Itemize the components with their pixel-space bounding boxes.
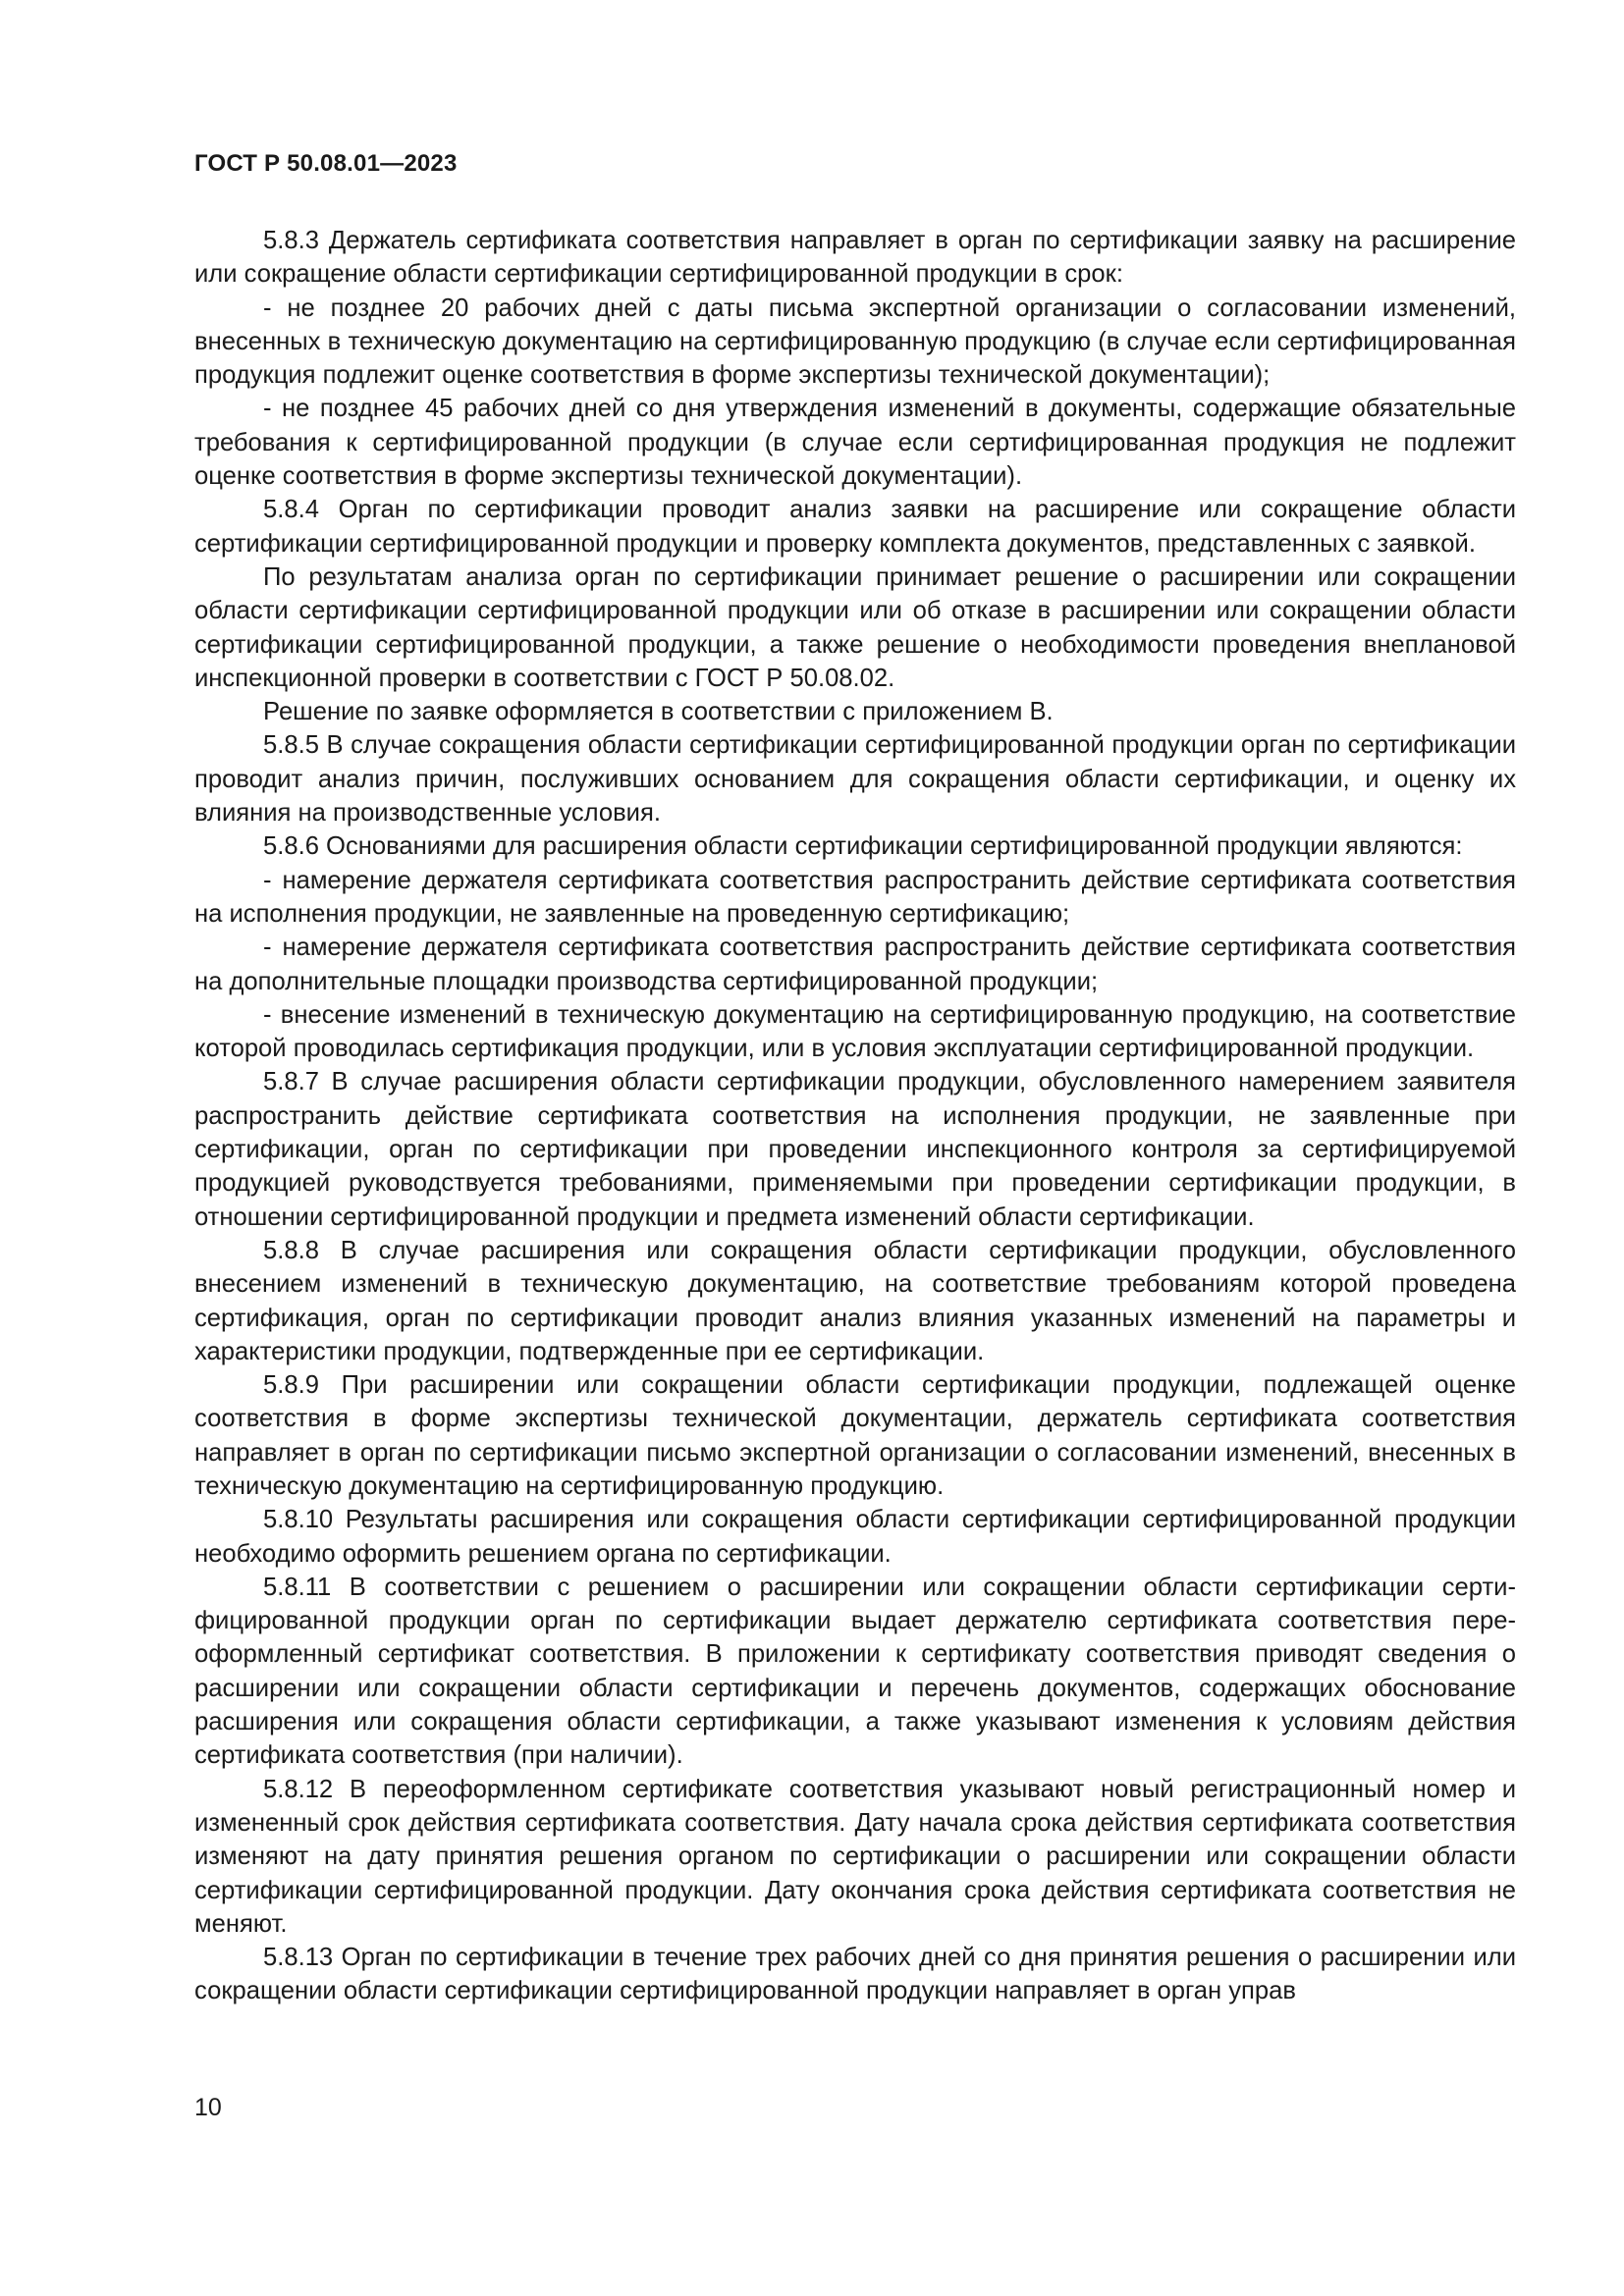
paragraph-5-8-5: 5.8.5 В случае сокращения области сертификации сертифицированной продукции орган по сертификации проводит анализ причин, послуживших основанием для сокращения области сертификации, и оценку их влияния на производственные условия. xyxy=(194,731,1516,828)
list-item-deadline-20-days: - не позднее 20 рабочих дней с даты письма экспертной организации о согласовании изменений, внесенных в техническую документацию на сертифицированную продукцию (в случае если сертифицированная продукция подлежит оценке соответствия в форме экспертизы технической документации); xyxy=(194,294,1516,390)
list-item-doc-changes: - внесение изменений в техническую документацию на сертифицированную продукцию, на соответствие которой проводилась сертификация продукции, или в условия эксплуатации сертифицированной продукции. xyxy=(194,1000,1516,1063)
document-body xyxy=(194,224,1516,2008)
paragraph-5-8-12: 5.8.12 В переоформленном сертификате соответствия указывают новый регистрационный номер и измененный срок действия сертификата соответствия. Дату начала срока действия сертификата соответствия изменяют на дату принятия решения органом по сертификации о расширении или сокращении области сертификации сертифицированной продукции. Дату окончания срока действия сертификата соответствия не меняют. xyxy=(194,1775,1516,1938)
paragraph-5-8-10: 5.8.10 Результаты расширения или сокращения области сертификации сертифицированной продукции необходимо оформить решением органа по сертификации. xyxy=(194,1506,1516,1568)
paragraph-decision-form: Решение по заявке оформляется в соответствии с приложением В. xyxy=(263,698,1054,726)
list-item-extension-sites: - намерение держателя сертификата соответствия распространить действие сертификата соответствия на дополнительные площадки производства сертифицированной продукции; xyxy=(194,934,1516,995)
list-item-extension-variants: - намерение держателя сертификата соответствия распространить действие сертификата соответствия на исполнения продукции, не заявленные на проведенную сертификацию; xyxy=(194,866,1516,928)
paragraph-5-8-6: 5.8.6 Основаниями для расширения области сертификации сертифицированной продукции являются: xyxy=(263,832,1463,861)
standard-header: ГОСТ Р 50.08.01—2023 xyxy=(194,150,458,177)
paragraph-5-8-7: 5.8.7 В случае расширения области сертификации продукции, обусловленного намерением заявителя распространить действие сертификата соответствия на исполнения продукции, не заявленные при сертификации, орган по сертификации при проведении инспекционного контроля за сертифицируемой продукцией руководствуется требованиями, применяемыми при проведении сертификации продукции, в отношении сертифицированной продукции и предмета изменений области сертификации. xyxy=(194,1068,1516,1231)
paragraph-5-8-8: 5.8.8 В случае расширения или сокращения области сертификации продукции, обусловленного внесением изменений в техническую документацию, на соответствие требованиям которой проведена сертификация, орган по сертификации проводит анализ влияния указанных изменений на параметры и характеристики продукции, подтвержденные при ее сертификации. xyxy=(194,1236,1516,1365)
paragraph-5-8-13: 5.8.13 Орган по сертификации в течение трех рабочих дней со дня принятия решения о расширении или сокращении области сертификации сертифицированной продукции направляет в орган управ xyxy=(194,1944,1516,2005)
paragraph-5-8-9: 5.8.9 При расширении или сокращении области сертификации продукции, подлежащей оценке соответствия в форме экспертизы технической документации, держатель сертификата соответствия направляет в орган по сертификации письмо экспертной организации о согласовании изменений, внесенных в техническую документацию на сертифицированную продукцию. xyxy=(194,1371,1516,1500)
paragraph-5-8-4: 5.8.4 Орган по сертификации проводит анализ заявки на расширение или сокращение области сертификации сертифицированной продукции и проверку комплекта документов, представленных с заявкой. xyxy=(194,496,1516,558)
paragraph-5-8-3: 5.8.3 Держатель сертификата соответствия направляет в орган по сертификации заявку на расширение или сокращение области сертификации сертифицированной продукции в срок: xyxy=(194,227,1516,289)
paragraph-5-8-11: 5.8.11 В соответствии с решением о расширении или сокращении области сертификации сертифицированной продукции орган по сертификации выдает держателю сертификата соответствия переоформленный сертификат соответствия. В приложении к сертификату соответствия приводят сведения о расширении или сокращении области сертификации и перечень документов, содержащих обоснование расширения или сокращения области сертификации, а также указывают изменения к условиям действия сертификата соответствия (при наличии). xyxy=(194,1573,1516,1770)
page-number: 10 xyxy=(194,2094,222,2121)
paragraph-analysis-results: По результатам анализа орган по сертификации принимает решение о расширении или сокращении области сертификации сертифицированной продукции или об отказе в расширении или сокращении области сертификации сертифицированной продукции, а также решение о необходимости проведения внеплановой инспекционной проверки в соответствии с ГОСТ Р 50.08.02. xyxy=(194,562,1516,692)
list-item-deadline-45-days: - не позднее 45 рабочих дней со дня утверждения изменений в документы, содержащие обязательные требования к сертифицированной продукции (в случае если сертифицированная продукция не подлежит оценке соответствия в форме экспертизы технической документации). xyxy=(194,395,1516,491)
